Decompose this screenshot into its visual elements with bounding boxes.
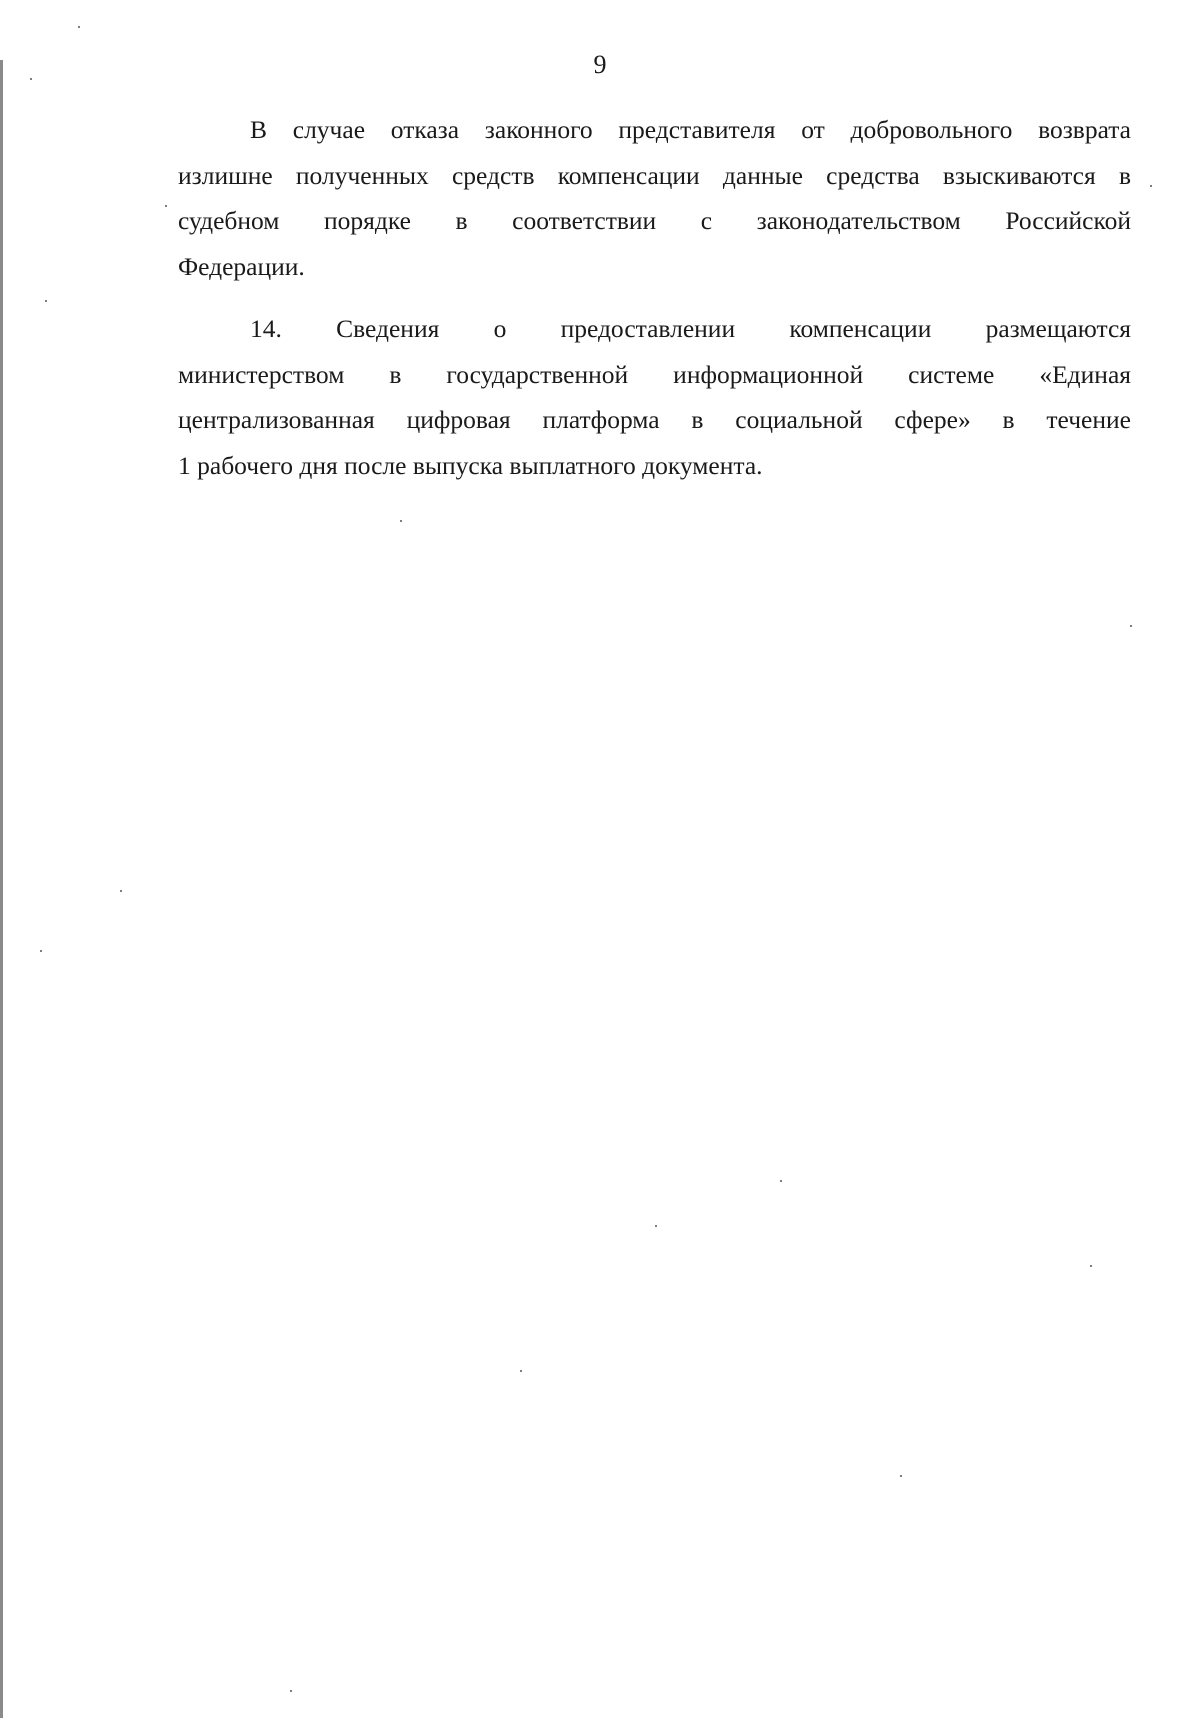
text-line: министерством в государственной информационной системе «Единая (178, 359, 1131, 389)
scan-edge (0, 60, 3, 1718)
text-line: Федерации. (178, 251, 305, 281)
paragraph-refund-refusal (178, 107, 1131, 289)
text-line: 1 рабочего дня после выпуска выплатного документа. (178, 450, 763, 480)
text-line: 14. Сведения о предоставлении компенсации размещаются (250, 314, 1131, 343)
text-line: судебном порядке в соответствии с законодательством Российской (178, 206, 1131, 235)
paragraph-item-14 (178, 306, 1131, 488)
text-line: В случае отказа законного представителя от добровольного возврата (250, 115, 1131, 144)
page-number: 9 (593, 50, 607, 79)
text-line: централизованная цифровая платформа в социальной сфере» в течение (178, 405, 1131, 434)
text-line: излишне полученных средств компенсации данные средства взыскиваются в (178, 160, 1131, 190)
